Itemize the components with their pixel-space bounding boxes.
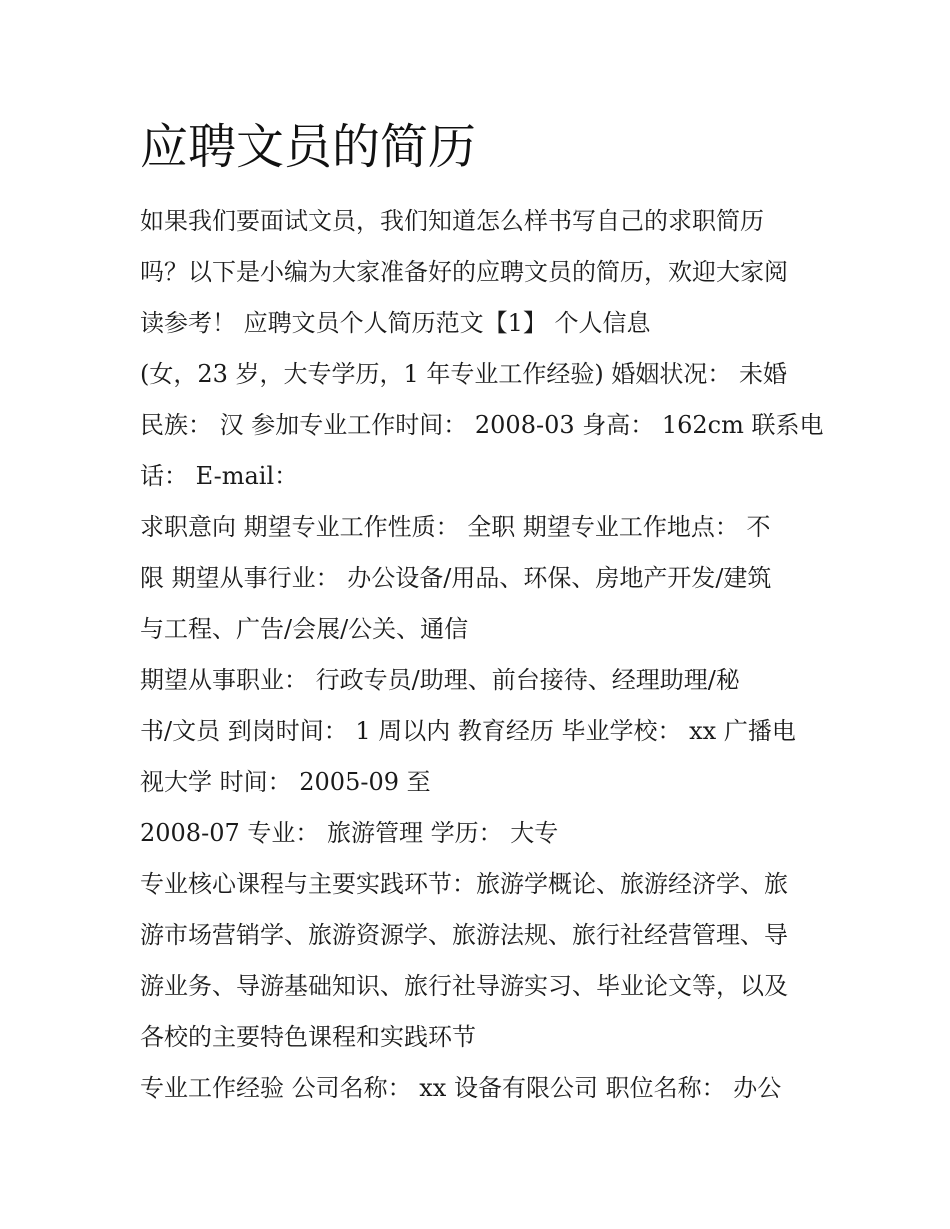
document-title: 应聘文员的简历 [140, 119, 477, 175]
body-line: 期望从事职业： 行政专员/助理、前台接待、经理助理/秘 [140, 666, 740, 694]
body-line: 民族： 汉 参加专业工作时间： 2008-03 身高： 162cm 联系电 [140, 411, 824, 439]
body-line: 如果我们要面试文员，我们知道怎么样书写自己的求职简历 [140, 207, 764, 235]
body-line: 2008-07 专业： 旅游管理 学历： 大专 [140, 819, 559, 847]
body-line: 视大学 时间： 2005-09 至 [140, 768, 431, 796]
body-line: 吗？以下是小编为大家准备好的应聘文员的简历，欢迎大家阅 [140, 258, 788, 286]
body-line: 求职意向 期望专业工作性质： 全职 期望专业工作地点： 不 [140, 513, 771, 541]
body-line: 各校的主要特色课程和实践环节 [140, 1023, 476, 1051]
body-line: 专业工作经验 公司名称： xx 设备有限公司 职位名称： 办公 [140, 1074, 782, 1102]
body-line: 书/文员 到岗时间： 1 周以内 教育经历 毕业学校： xx 广播电 [140, 717, 796, 745]
body-line: 话： E-mail： [140, 462, 299, 490]
body-line: 游业务、导游基础知识、旅行社导游实习、毕业论文等，以及 [140, 972, 788, 1000]
body-line: (女，23 岁，大专学历，1 年专业工作经验) 婚姻状况： 未婚 [140, 360, 788, 388]
body-line: 与工程、广告/会展/公关、通信 [140, 615, 469, 643]
body-line: 限 期望从事行业： 办公设备/用品、环保、房地产开发/建筑 [140, 564, 772, 592]
body-line: 专业核心课程与主要实践环节：旅游学概论、旅游经济学、旅 [140, 870, 788, 898]
body-line: 游市场营销学、旅游资源学、旅游法规、旅行社经营管理、导 [140, 921, 788, 949]
body-line: 读参考！ 应聘文员个人简历范文【1】 个人信息 [140, 309, 651, 337]
